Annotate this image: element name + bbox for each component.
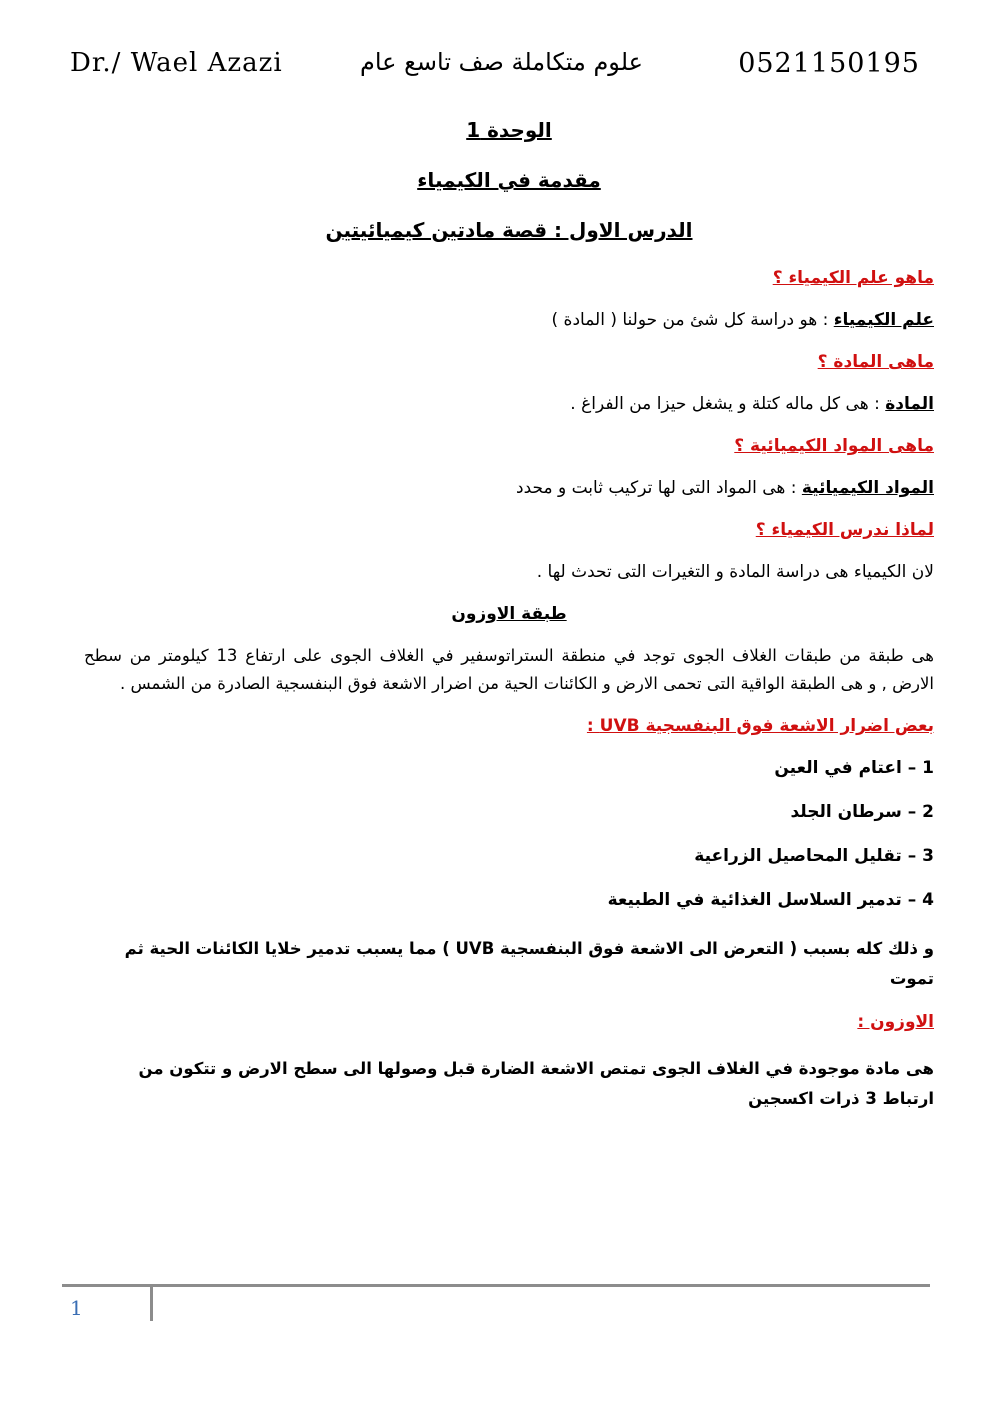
answer-3-term: المواد الكيميائية [801, 478, 934, 498]
document-body [84, 118, 934, 1132]
footer-divider [62, 1284, 930, 1287]
ozone-question: الاوزون : [857, 1012, 934, 1032]
answer-1-term: علم الكيمياء [833, 310, 934, 330]
answer-3 [84, 478, 934, 498]
author-name: Dr./ Wael Azazi [70, 48, 283, 78]
question-4: لماذا ندرس الكيمياء ؟ [755, 520, 934, 540]
footer-tick [150, 1287, 153, 1321]
subject-title: علوم متكاملة صف تاسع عام [360, 48, 643, 76]
question-3: ماهى المواد الكيميائية ؟ [734, 436, 934, 456]
harm-item: 2 – سرطان الجلد [790, 802, 934, 822]
answer-3-text: : هى المواد التى لها تركيب ثابت و محدد [516, 478, 802, 498]
answer-2-term: المادة [885, 394, 934, 414]
harm-item: 3 – تقليل المحاصيل الزراعية [694, 846, 934, 866]
answer-1 [84, 310, 934, 330]
page-number: 1 [70, 1296, 83, 1320]
answer-2 [84, 394, 934, 414]
answer-2-text: : هى كل ماله كتلة و يشغل حيزا من الفراغ . [570, 394, 886, 414]
harm-item: 4 – تدمير السلاسل الغذائية في الطبيعة [607, 890, 934, 910]
ozone-title: طبقة الاوزون [451, 604, 567, 624]
ozone-description: هى طبقة من طبقات الغلاف الجوى توجد في منطقة الستراتوسفير في الغلاف الجوى على ارتفاع 13 كيلومتر من سطح الارض , و هى الطبقة الواقية التى تحمى الارض و الكائنات الحية من اضرار الاشعة فوق البنفسجية الصادرة من الشمس . [84, 646, 935, 693]
lesson-title: الدرس الاول : قصة مادتين كيميائيتين [325, 218, 693, 242]
answer-4: لان الكيمياء هى دراسة المادة و التغيرات التى تحدث لها . [536, 562, 934, 582]
answer-1-text: : هو دراسة كل شئ من حولنا ( المادة ) [551, 310, 834, 330]
phone-number: 0521150195 [738, 48, 920, 79]
harms-title: بعض اضرار الاشعة فوق البنفسجية UVB : [586, 716, 934, 736]
page-header [0, 48, 992, 88]
ozone-definition: هى مادة موجودة في الغلاف الجوى تمتص الاشعة الضارة قبل وصولها الى سطح الارض و تتكون من ارتباط 3 ذرات اكسجين [138, 1059, 934, 1108]
harm-item: 1 – اعتام في العين [774, 758, 934, 778]
topic-title: مقدمة في الكيمياء [417, 168, 601, 192]
question-2: ماهى المادة ؟ [817, 352, 934, 372]
unit-title: الوحدة 1 [466, 118, 552, 142]
question-1: ماهو علم الكيمياء ؟ [772, 268, 934, 288]
harm-cause: و ذلك كله بسبب ( التعرض الى الاشعة فوق البنفسجية UVB ) مما يسبب تدمير خلايا الكائنات الحية ثم تموت [124, 939, 934, 988]
